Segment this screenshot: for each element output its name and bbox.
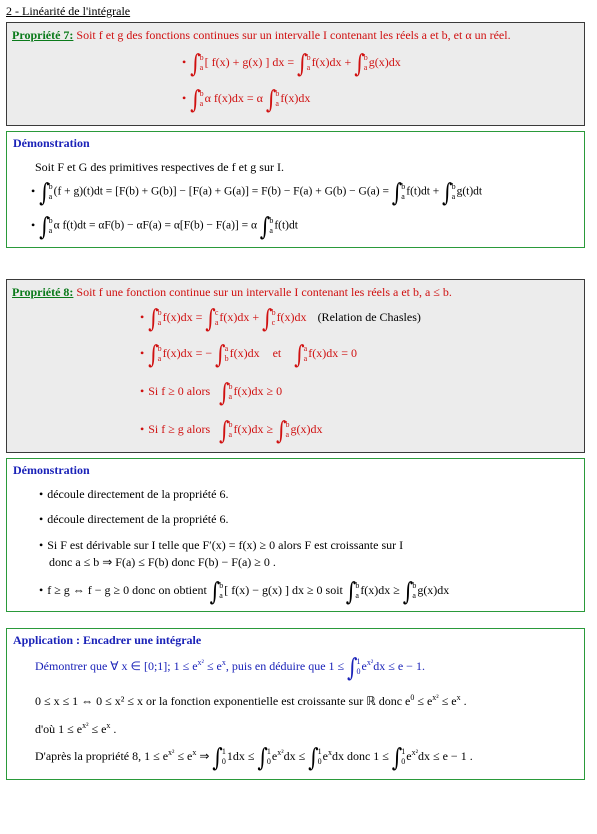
property-7-label: Propriété 7: xyxy=(12,28,74,42)
demonstration-8-l4: • f ≥ g ⇔ f − g ≥ 0 donc on obtient ∫ b a [ f(x) − g(x) ] dx ≥ 0 soit ∫ b a f(x)dx ≥ ∫ b a g(x)dx xyxy=(39,576,450,606)
property-8-statement xyxy=(12,285,452,300)
property-8-box xyxy=(6,279,585,453)
property-8-text: Soit f une fonction continue sur un intervalle I contenant les réels a et b, a ≤ b. xyxy=(76,285,452,299)
demonstration-7-line1: • ∫ b a (f + g)(t)dt = [F(b) + G(b)] − [F(a) + G(a)] = F(b) − F(a) + G(b) − G(a) = ∫ b a f(t)dt + ∫ b a g(t)dt xyxy=(31,177,483,207)
property-8-eq2: • ∫ b a f(x)dx = − ∫ a b f(x)dx et ∫ a a f(x)dx = 0 xyxy=(140,339,357,369)
property-8-eq1: • ∫ b a f(x)dx = ∫ c a f(x)dx + ∫ b c f(x)dx (Relation de Chasles) xyxy=(140,303,421,333)
demonstration-8-title: Démonstration xyxy=(13,463,90,477)
demonstration-8-l1: • découle directement de la propriété 6. xyxy=(39,487,229,501)
property-7-eq2: • ∫ b a α f(x)dx = α ∫ b a f(x)dx xyxy=(182,84,311,114)
property-7-statement xyxy=(12,28,511,43)
application-box xyxy=(6,628,585,780)
demonstration-8-l3b: donc a ≤ b ⇒ F(a) ≤ F(b) donc F(b) − F(a) ≥ 0 . xyxy=(49,555,276,569)
demonstration-7-title: Démonstration xyxy=(13,136,90,150)
demonstration-8-box xyxy=(6,458,585,612)
application-step1: 0 ≤ x ≤ 1 ⇔ 0 ≤ x² ≤ x or la fonction exponentielle est croissante sur ℝ donc $e^0 \le e^{x^2} \le e^x$ . xyxy=(35,693,467,708)
demonstration-7-line2: • ∫ b a α f(t)dt = αF(b) − αF(a) = α[F(b) − F(a)] = α ∫ b a f(t)dt xyxy=(31,211,298,241)
property-8-eq4: • Si f ≥ g alors ∫ b a f(x)dx ≥ ∫ b a g(x)dx xyxy=(140,415,323,445)
application-title: Application : Encadrer une intégrale xyxy=(13,633,202,647)
property-7-box xyxy=(6,22,585,126)
demonstration-7-intro: Soit F et G des primitives respectives de f et g sur I. xyxy=(35,160,284,174)
property-8-eq3: • Si f ≥ 0 alors ∫ b a f(x)dx ≥ 0 xyxy=(140,377,283,407)
chasles-label: (Relation de Chasles) xyxy=(317,309,421,324)
application-question: Démontrer que ∀ x ∈ [0;1]; $1 \le e^{x^2} \le e^x$, puis en déduire que 1 ≤ ∫ 1 0 $e^{x^2}dx \le e - 1$. xyxy=(35,652,425,682)
property-8-label: Propriété 8: xyxy=(12,285,74,299)
application-step3: D'après la propriété 8, $1 \le e^{x^2} \le e^x$ ⇒ ∫ 1 0 1dx ≤ ∫ 1 0 $e^{x^2}dx$ ≤ ∫ 1 0 $e^xdx$ donc 1 ≤ ∫ 1 0 $e^{x^2}dx \le e - 1$ . xyxy=(35,742,473,772)
section-title: 2 - Linéarité de l'intégrale xyxy=(6,4,131,18)
demonstration-7-box xyxy=(6,131,585,248)
demonstration-8-l3: • Si F est dérivable sur I telle que F′(x) = f(x) ≥ 0 alors F est croissante sur I xyxy=(39,538,404,552)
demonstration-8-l2: • découle directement de la propriété 6. xyxy=(39,512,229,526)
application-step2: d'où $1 \le e^{x^2} \le e^x$ . xyxy=(35,721,117,736)
property-7-eq1: • ∫ b a [ f(x) + g(x) ] dx = ∫ b a f(x)dx + ∫ b a g(x)dx xyxy=(182,48,401,78)
property-7-text: Soit f et g des fonctions continues sur un intervalle I contenant les réels a et b, et α un réel. xyxy=(76,28,511,42)
